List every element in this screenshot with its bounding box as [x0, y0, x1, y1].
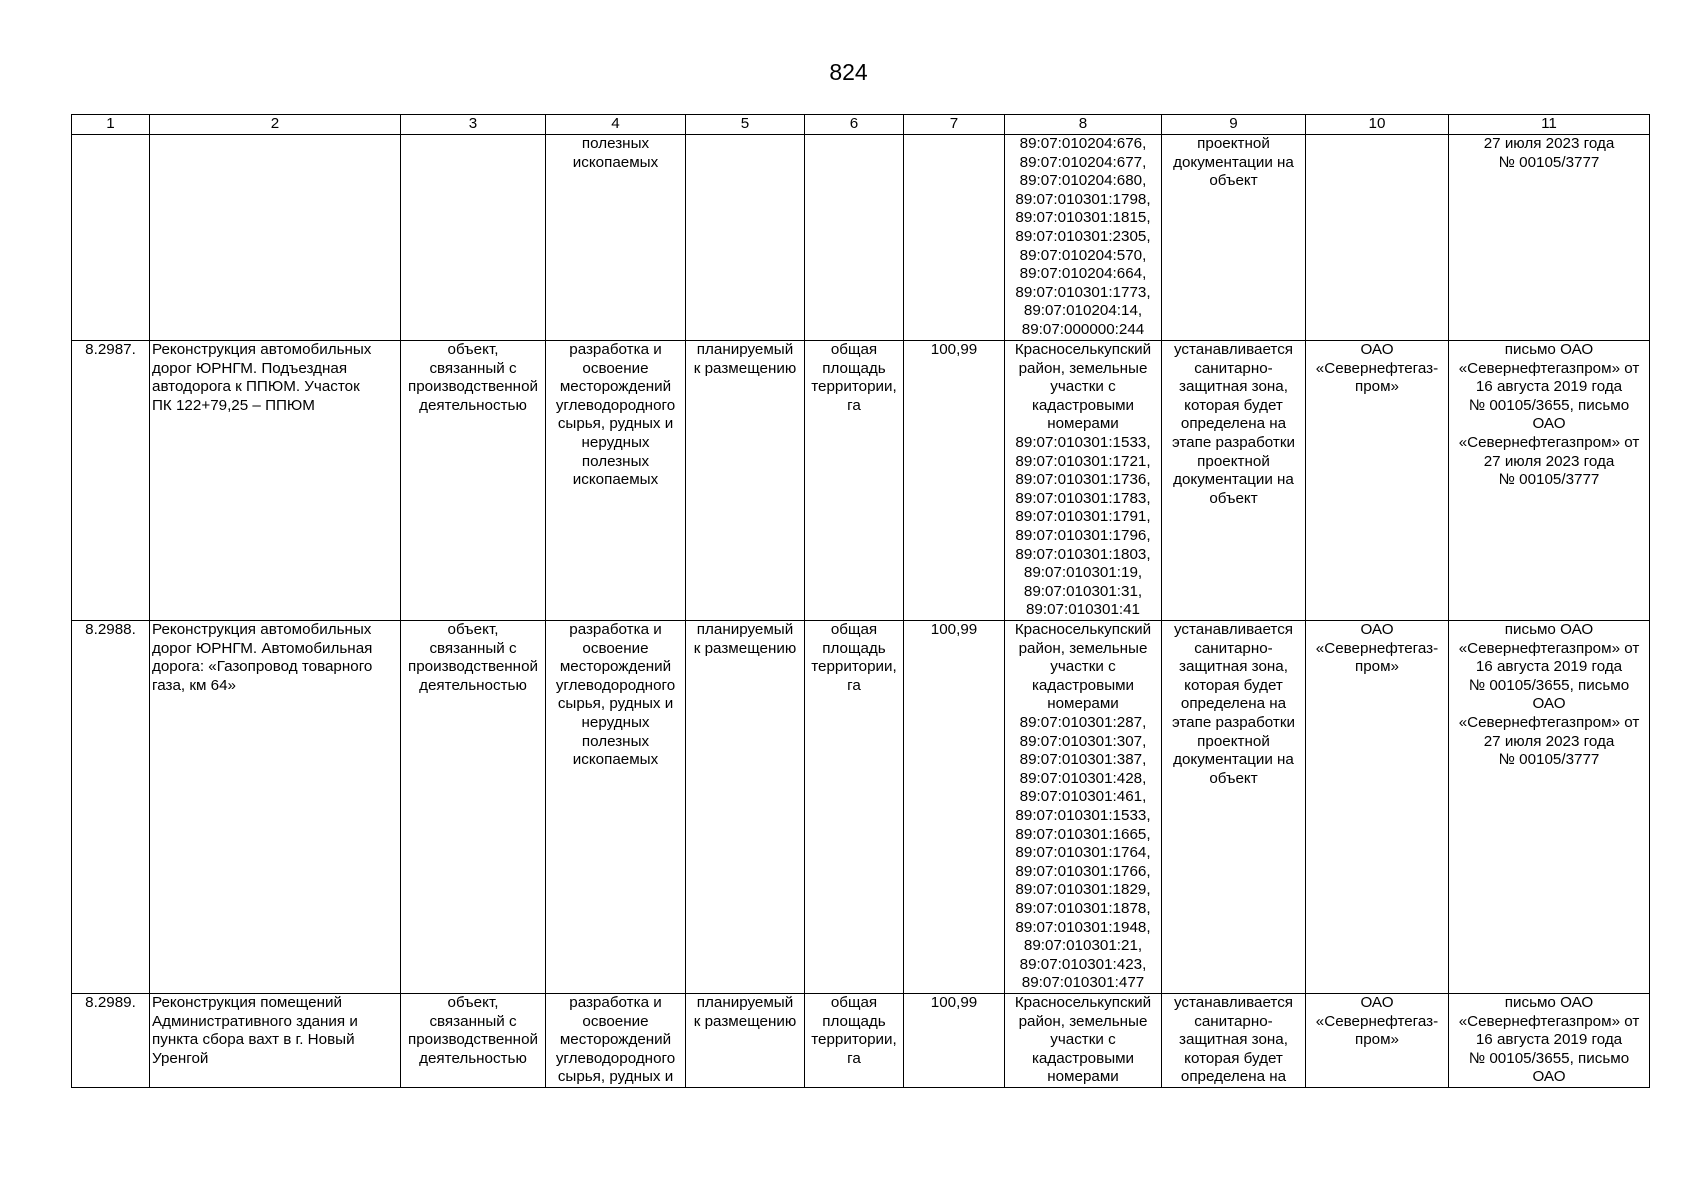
object-purpose: полезных ископаемых — [546, 135, 686, 341]
object-name: Реконструкция автомобильных дорог ЮРНГМ. Автомобильная дорога: «Газопровод товарного газа, км 64» — [150, 621, 401, 994]
column-header: 6 — [805, 115, 904, 135]
characteristic: общая площадь территории, га — [805, 621, 904, 994]
row-number: 8.2987. — [72, 341, 150, 621]
zone-info: устанавливается санитарно- защитная зона, которая будет определена на этапе разработки проектной документации на объект — [1162, 341, 1306, 621]
table-row — [72, 135, 1650, 341]
register-table — [71, 114, 1650, 1088]
object-status: планируемый к размещению — [686, 621, 805, 994]
characteristic — [805, 135, 904, 341]
zone-info: устанавливается санитарно- защитная зона, которая будет определена на — [1162, 994, 1306, 1088]
object-name: Реконструкция помещений Административного здания и пункта сбора вахт в г. Новый Уренгой — [150, 994, 401, 1088]
column-header: 11 — [1449, 115, 1650, 135]
basis-document: 27 июля 2023 года № 00105/3777 — [1449, 135, 1650, 341]
object-name — [150, 135, 401, 341]
location: Красноселькупский район, земельные участки с кадастровыми номерами — [1005, 994, 1162, 1088]
object-status: планируемый к размещению — [686, 994, 805, 1088]
table-row — [72, 994, 1650, 1088]
header-row — [72, 115, 1650, 135]
organization: ОАО «Севернефтегаз- пром» — [1306, 994, 1449, 1088]
value: 100,99 — [904, 341, 1005, 621]
object-status: планируемый к размещению — [686, 341, 805, 621]
table-row — [72, 341, 1650, 621]
location: Красноселькупский район, земельные участки с кадастровыми номерами 89:07:010301:287, 89:07:010301:307, 89:07:010301:387, 89:07:010301:428, 89:07:010301:461, 89:07:010301:1533, 89:07:010301:1665, 89:07:010301:1764, 89:07:010301:1766, 89:07:010301:1829, 89:07:010301:1878, 89:07:010301:1948, 89:07:010301:21, 89:07:010301:423, 89:07:010301:477 — [1005, 621, 1162, 994]
value: 100,99 — [904, 994, 1005, 1088]
column-header: 10 — [1306, 115, 1449, 135]
basis-document: письмо ОАО «Севернефтегазпром» от 16 августа 2019 года № 00105/3655, письмо ОАО «Севернефтегазпром» от 27 июля 2023 года № 00105/3777 — [1449, 621, 1650, 994]
row-number: 8.2989. — [72, 994, 150, 1088]
organization: ОАО «Севернефтегаз- пром» — [1306, 341, 1449, 621]
zone-info: проектной документации на объект — [1162, 135, 1306, 341]
row-number — [72, 135, 150, 341]
table-row — [72, 621, 1650, 994]
value — [904, 135, 1005, 341]
row-number: 8.2988. — [72, 621, 150, 994]
column-header: 4 — [546, 115, 686, 135]
object-type — [401, 135, 546, 341]
object-purpose: разработка и освоение месторождений углеводородного сырья, рудных и — [546, 994, 686, 1088]
organization — [1306, 135, 1449, 341]
column-header: 3 — [401, 115, 546, 135]
object-type: объект, связанный с производственной деятельностью — [401, 994, 546, 1088]
location: 89:07:010204:676, 89:07:010204:677, 89:07:010204:680, 89:07:010301:1798, 89:07:010301:1815, 89:07:010301:2305, 89:07:010204:570, 89:07:010204:664, 89:07:010301:1773, 89:07:010204:14, 89:07:000000:244 — [1005, 135, 1162, 341]
object-name: Реконструкция автомобильных дорог ЮРНГМ. Подъездная автодорога к ППЮМ. Участок ПК 122+79,25 – ППЮМ — [150, 341, 401, 621]
object-purpose: разработка и освоение месторождений углеводородного сырья, рудных и нерудных полезных ископаемых — [546, 621, 686, 994]
page-number: 824 — [829, 59, 868, 85]
object-type: объект, связанный с производственной деятельностью — [401, 621, 546, 994]
organization: ОАО «Севернефтегаз- пром» — [1306, 621, 1449, 994]
column-header: 5 — [686, 115, 805, 135]
column-header: 8 — [1005, 115, 1162, 135]
basis-document: письмо ОАО «Севернефтегазпром» от 16 августа 2019 года № 00105/3655, письмо ОАО «Севернефтегазпром» от 27 июля 2023 года № 00105/3777 — [1449, 341, 1650, 621]
zone-info: устанавливается санитарно- защитная зона, которая будет определена на этапе разработки проектной документации на объект — [1162, 621, 1306, 994]
object-type: объект, связанный с производственной деятельностью — [401, 341, 546, 621]
object-purpose: разработка и освоение месторождений углеводородного сырья, рудных и нерудных полезных ископаемых — [546, 341, 686, 621]
basis-document: письмо ОАО «Севернефтегазпром» от 16 августа 2019 года № 00105/3655, письмо ОАО — [1449, 994, 1650, 1088]
characteristic: общая площадь территории, га — [805, 994, 904, 1088]
column-header: 9 — [1162, 115, 1306, 135]
column-header: 1 — [72, 115, 150, 135]
characteristic: общая площадь территории, га — [805, 341, 904, 621]
column-header: 7 — [904, 115, 1005, 135]
value: 100,99 — [904, 621, 1005, 994]
location: Красноселькупский район, земельные участки с кадастровыми номерами 89:07:010301:1533, 89:07:010301:1721, 89:07:010301:1736, 89:07:010301:1783, 89:07:010301:1791, 89:07:010301:1796, 89:07:010301:1803, 89:07:010301:19, 89:07:010301:31, 89:07:010301:41 — [1005, 341, 1162, 621]
object-status — [686, 135, 805, 341]
column-header: 2 — [150, 115, 401, 135]
